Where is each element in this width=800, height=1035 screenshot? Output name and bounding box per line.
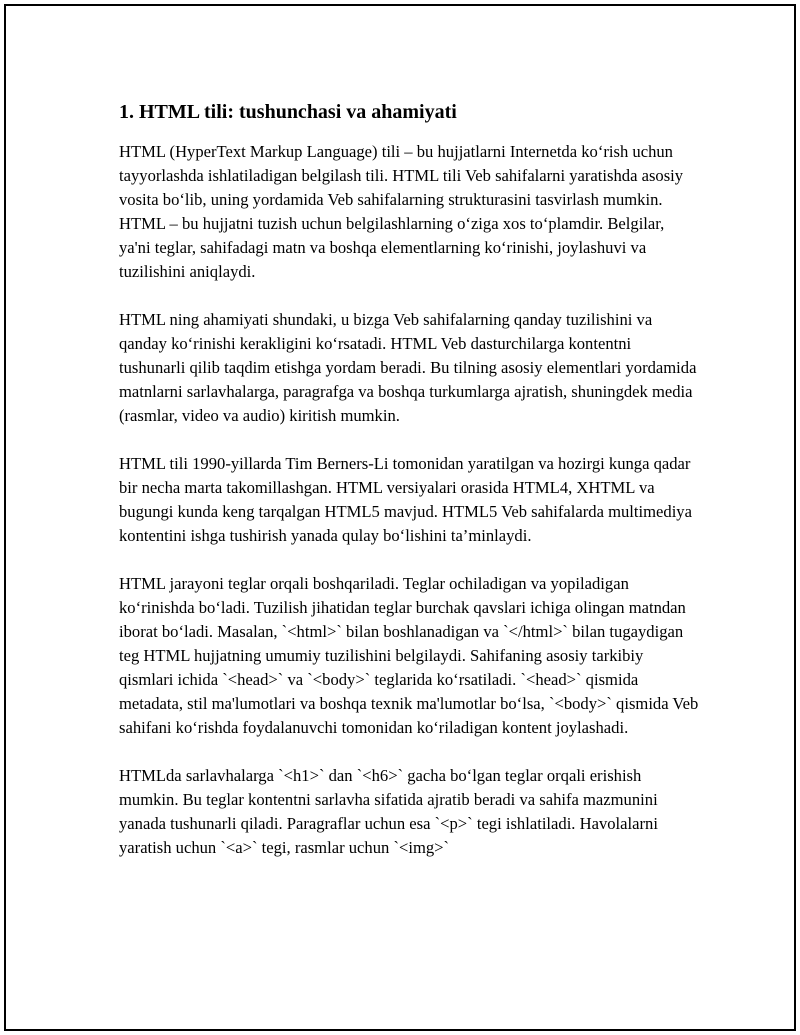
paragraph-html-tags: HTML jarayoni teglar orqali boshqariladi. Teglar ochiladigan va yopiladigan koʻrinishda boʻladi. Tuzilish jihatidan teglar burchak qavslari ichiga olingan matndan iborat boʻladi. Masalan, `<html>` bilan boshlanadigan va `</html>` bilan tugaydigan teg HTML hujjatning umumiy tuzilishini belgilaydi. Sahifaning asosiy tarkibiy qismlari ichida `<head>` va `<body>` teglarida koʻrsatiladi. `<head>` qismida metadata, stil ma'lumotlari va boshqa texnik ma'lumotlar boʻlsa, `<body>` qismida Veb sahifani koʻrishda foydalanuvchi tomonidan koʻriladigan kontent joylashadi. [119, 574, 699, 737]
paragraph-html-history: HTML tili 1990-yillarda Tim Berners-Li tomonidan yaratilgan va hozirgi kunga qadar bir necha marta takomillashgan. HTML versiyalari orasida HTML4, XHTML va bugungi kunda keng tarqalgan HTML5 mavjud. HTML5 Veb sahifalarda multimediya kontentini ishga tushirish yanada qulay boʻlishini ta’minlaydi. [119, 454, 692, 545]
page-frame [4, 4, 796, 1031]
paragraph-html-importance: HTML ning ahamiyati shundaki, u bizga Veb sahifalarning qanday tuzilishini va qanday koʻrinishi kerakligini koʻrsatadi. HTML Veb dasturchilarga kontentni tushunarli qilib taqdim etishga yordam beradi. Bu tilning asosiy elementlari yordamida matnlarni sarlavhalarga, paragrafga va boshqa turkumlarga ajratish, shuningdek media (rasmlar, video va audio) kiritish mumkin. [119, 310, 697, 425]
paragraph-html-definition: HTML (HyperText Markup Language) tili – bu hujjatlarni Internetda koʻrish uchun tayyorlashda ishlatiladigan belgilash tili. HTML tili Veb sahifalarni yaratishda asosiy vosita boʻlib, uning yordamida Veb sahifalarning strukturasini tasvirlash mumkin. HTML – bu hujjatni tuzish uchun belgilashlarning oʻziga xos toʻplamdir. Belgilar, ya'ni teglar, sahifadagi matn va boshqa elementlarning koʻrinishi, joylashuvi va tuzilishini aniqlaydi. [119, 142, 684, 281]
paragraph-html-headings: HTMLda sarlavhalarga `<h1>` dan `<h6>` gacha boʻlgan teglar orqali erishish mumkin. Bu teglar kontentni sarlavha sifatida ajratib beradi va sahifa mazmunini yanada tushunarli qiladi. Paragraflar uchun esa `<p>` tegi ishlatiladi. Havolalarni yaratish uchun `<a>` tegi, rasmlar uchun `<img>` [119, 766, 658, 857]
document-body [119, 96, 699, 884]
document-title: 1. HTML tili: tushunchasi va ahamiyati [119, 101, 457, 123]
